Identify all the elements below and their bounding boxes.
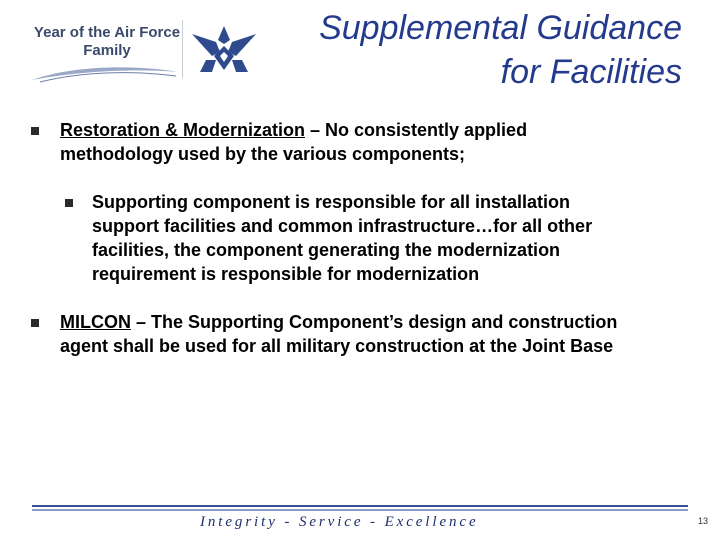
bullet-line: facilities, the component generating the modernization: [92, 240, 561, 260]
logo-text: [32, 24, 182, 60]
square-bullet-icon: [31, 319, 39, 327]
square-bullet-icon: [65, 199, 73, 207]
bullet-lead: MILCON: [60, 312, 131, 332]
logo-divider: [182, 20, 183, 78]
logo-line2: Family: [83, 42, 131, 59]
page-title: [319, 6, 682, 94]
bullet-line: [60, 310, 617, 334]
bullet-line: Supporting component is responsible for all installation: [92, 192, 571, 212]
page-number: 13: [698, 516, 709, 526]
bullet-text: – The Supporting Component’s design and construction: [131, 312, 618, 332]
bullet-lead: Restoration & Modernization: [60, 120, 306, 140]
logo-area: [22, 14, 262, 84]
bullet-restoration: [60, 118, 527, 166]
footer-motto: Integrity - Service - Excellence: [200, 514, 479, 530]
bullet-line: support facilities and common infrastructure…for all other: [92, 216, 593, 236]
footer-rule: [32, 505, 688, 507]
air-force-symbol-icon: [190, 22, 258, 76]
title-line1: Supplemental Guidance: [319, 9, 682, 47]
swoosh-icon: [30, 62, 180, 84]
bullet-line: requirement is responsible for modernization: [92, 264, 480, 284]
square-bullet-icon: [31, 127, 39, 135]
bullet-line: agent shall be used for all military construction at the Joint Base: [60, 336, 614, 356]
bullet-text: – No consistently applied: [305, 120, 528, 140]
sub-bullet-supporting: [92, 190, 592, 286]
footer-rule-secondary: [32, 509, 688, 511]
title-line2: for Facilities: [500, 53, 682, 91]
bullet-milcon: [60, 310, 617, 358]
bullet-line: [60, 118, 527, 142]
bullet-line: methodology used by the various components;: [60, 144, 466, 164]
logo-line1: Year of the Air Force: [33, 24, 181, 41]
